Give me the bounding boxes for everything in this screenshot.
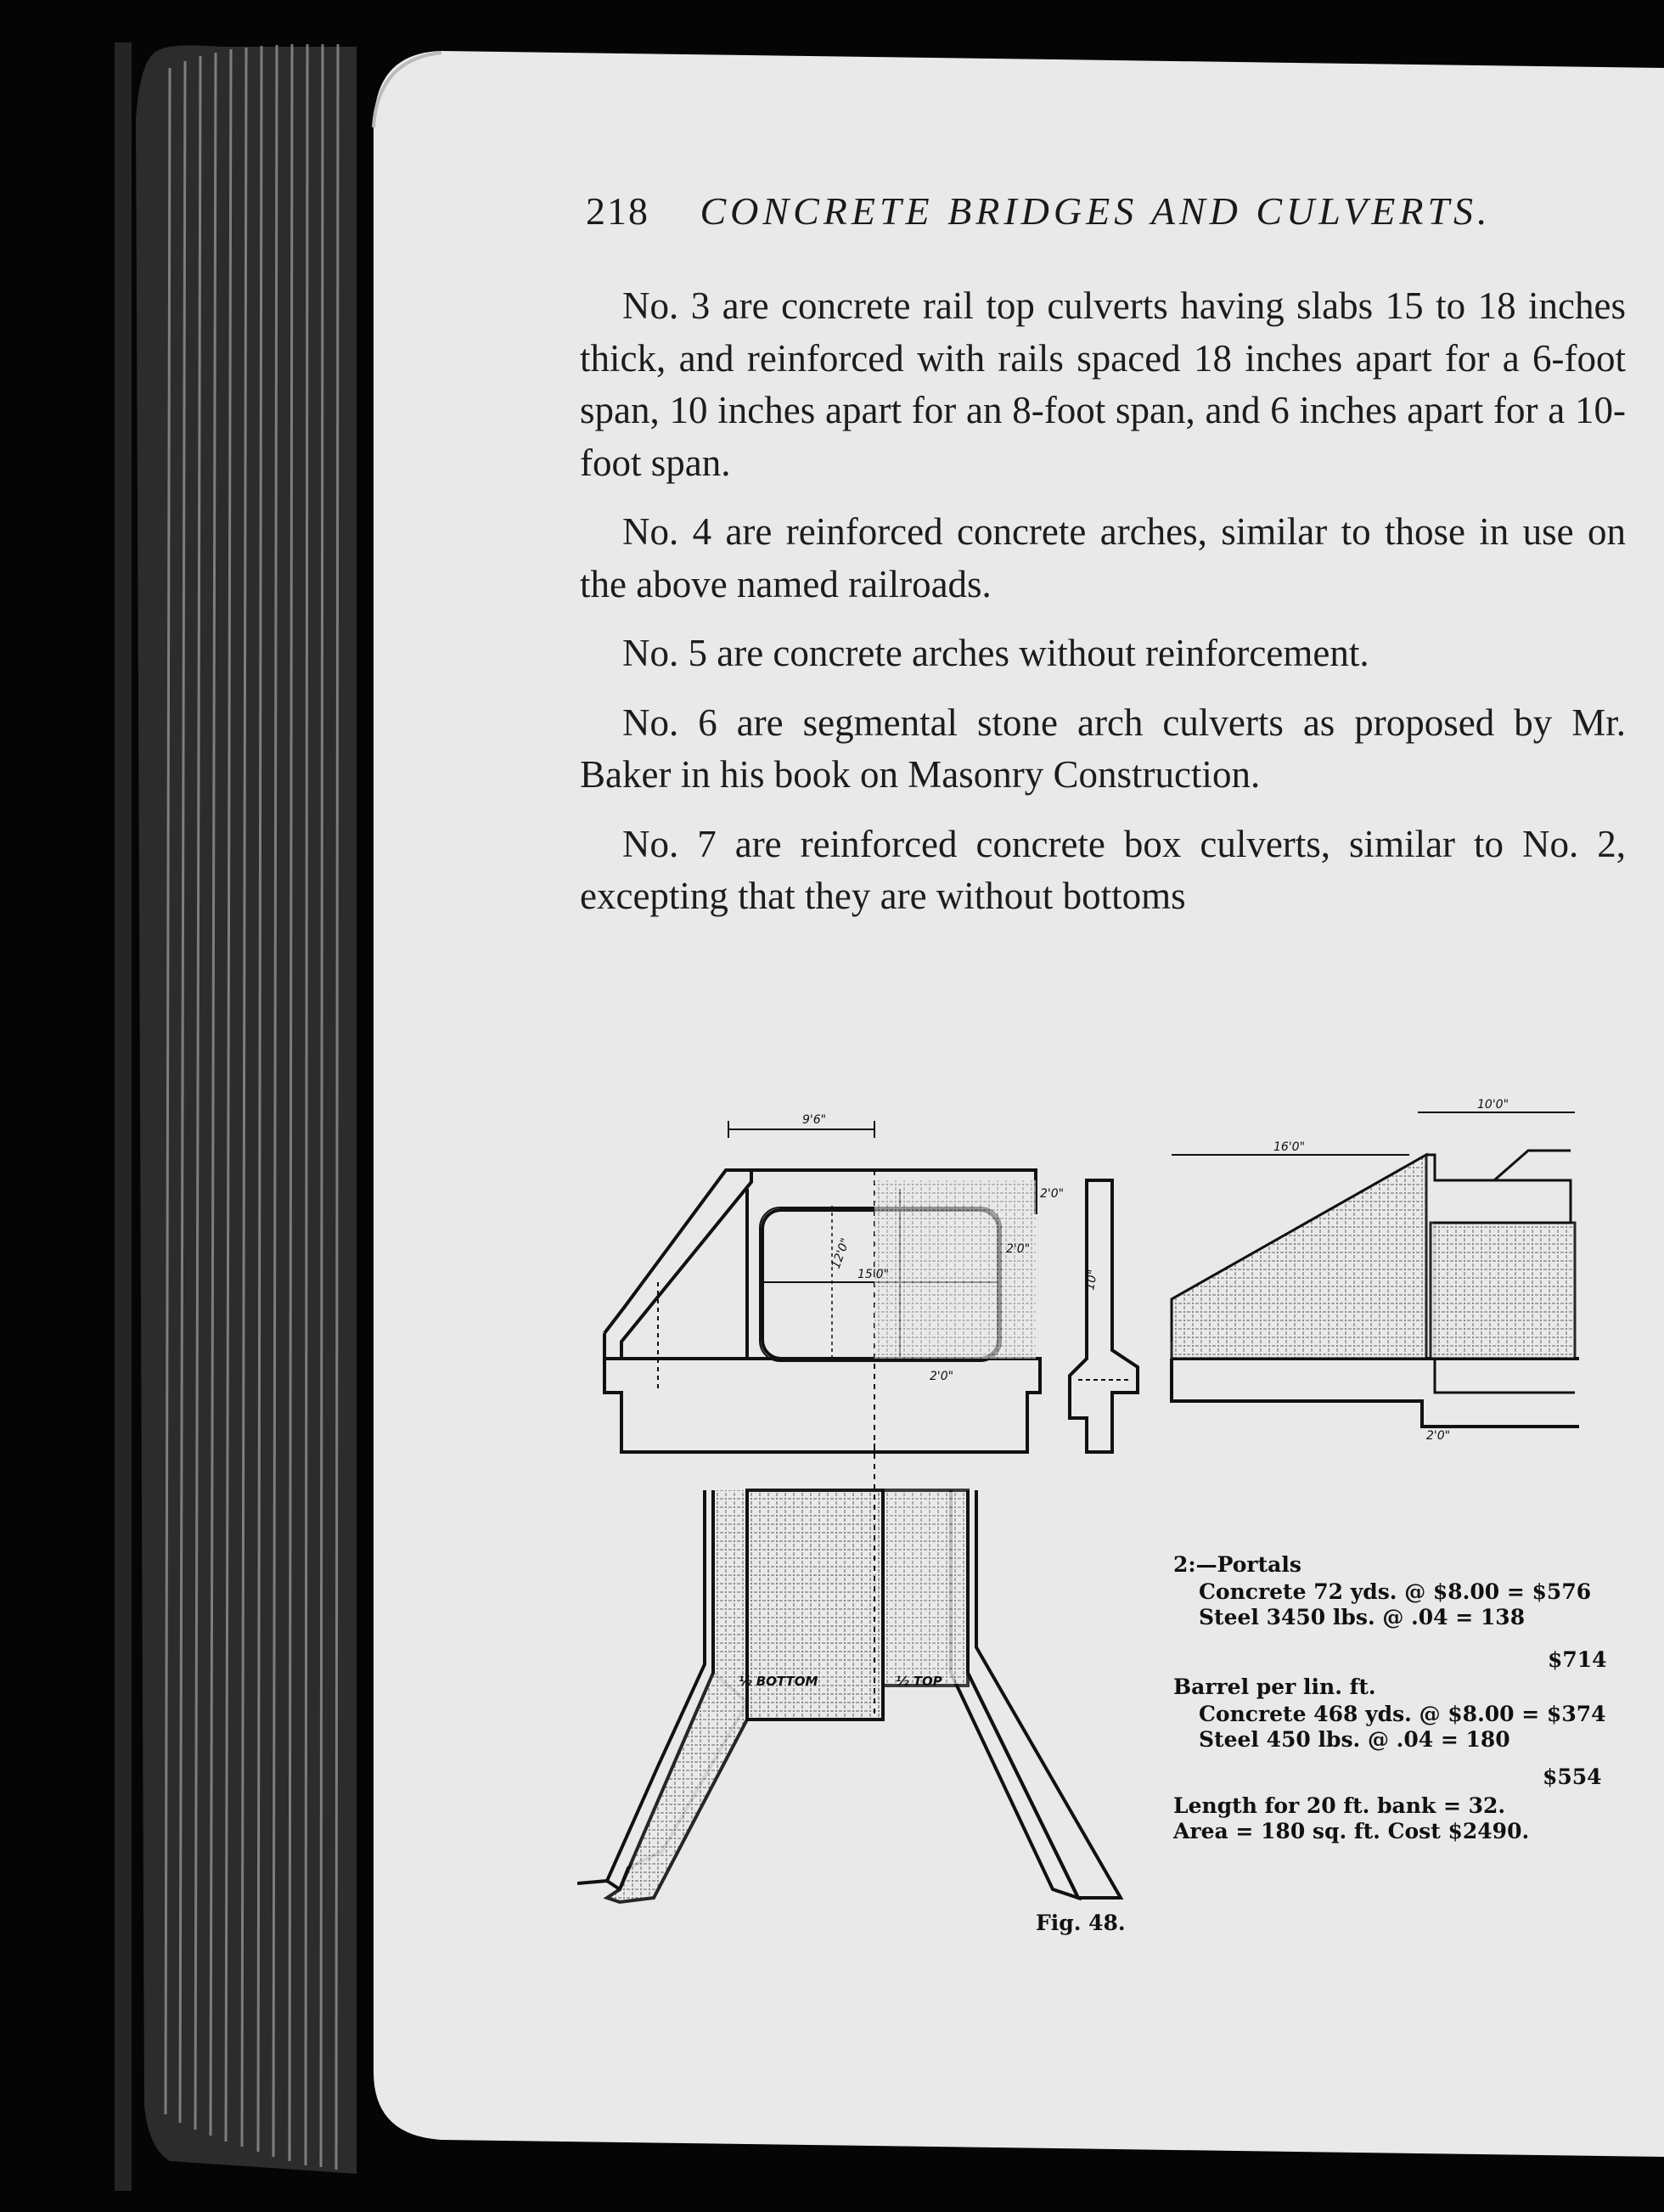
paragraph-no6: No. 6 are segmental stone arch culverts as proposed by Mr. Baker in his book on Masonry Construction. <box>580 701 1626 796</box>
portals-concrete-row: Concrete 72 yds. @ $8.00 = $576 <box>1199 1579 1592 1604</box>
dim-2-0-side-label: 2'0" <box>1006 1242 1031 1256</box>
length-line: Length for 20 ft. bank = 32. <box>1173 1793 1506 1818</box>
side-elevation <box>1172 1098 1579 1443</box>
half-bottom-label: ½ BOTTOM <box>739 1674 818 1689</box>
dim-9-6-label: 9'6" <box>802 1113 827 1127</box>
running-header <box>586 189 1492 234</box>
dim-2-0-top-label: 2'0" <box>1040 1187 1065 1201</box>
dim-12-0-label: 12'0" <box>829 1236 853 1271</box>
portals-steel-row: Steel 3450 lbs. @ .04 = 138 <box>1199 1605 1526 1629</box>
wall-section <box>1070 1180 1138 1452</box>
barrel-concrete-row: Concrete 468 yds. @ $8.00 = $374 <box>1199 1702 1606 1726</box>
paragraph-no5: No. 5 are concrete arches without reinforcement. <box>622 632 1369 674</box>
dim-16-0-label: 16'0" <box>1273 1140 1306 1154</box>
portals-total: $714 <box>1548 1647 1607 1672</box>
dim-10-0-label: 10'0" <box>1477 1098 1509 1112</box>
dim-15-0-label: 15'0" <box>857 1268 890 1281</box>
dim-2-0-base-label: 2'0" <box>930 1370 954 1383</box>
portal-elevation <box>604 1113 1064 1452</box>
dim-10-label: 10" <box>1083 1269 1101 1292</box>
barrel-steel-row: Steel 450 lbs. @ .04 = 180 <box>1199 1727 1510 1752</box>
paragraph-no4: No. 4 are reinforced concrete arches, similar to those in use on the above named railroads. <box>580 510 1626 605</box>
body-text <box>580 280 1626 923</box>
running-title: CONCRETE BRIDGES AND CULVERTS. <box>700 189 1492 233</box>
paragraph-no7: No. 7 are reinforced concrete box culverts, similar to No. 2, excepting that they are without bottoms <box>580 822 1626 917</box>
page-number: 218 <box>586 189 649 233</box>
area-cost-line: Area = 180 sq. ft. Cost $2490. <box>1173 1819 1530 1843</box>
plan-view <box>577 1444 1121 1902</box>
half-top-label: ½ TOP <box>896 1674 942 1689</box>
barrel-total: $554 <box>1543 1765 1602 1789</box>
paragraph-no3: No. 3 are concrete rail top culverts having slabs 15 to 18 inches thick, and reinforced with rails spaced 18 inches apart for a 6-foot span, 10 inches apart for an 8-foot span, and 6 inches apart for a 10-foot span. <box>580 284 1626 484</box>
dim-2-0-foot-label: 2'0" <box>1426 1429 1451 1443</box>
figure-48-drawings <box>577 1087 1622 1978</box>
barrel-heading: Barrel per lin. ft. <box>1173 1674 1376 1699</box>
portals-heading: 2:—Portals <box>1173 1552 1301 1577</box>
figure-caption: Fig. 48. <box>1036 1911 1126 1935</box>
